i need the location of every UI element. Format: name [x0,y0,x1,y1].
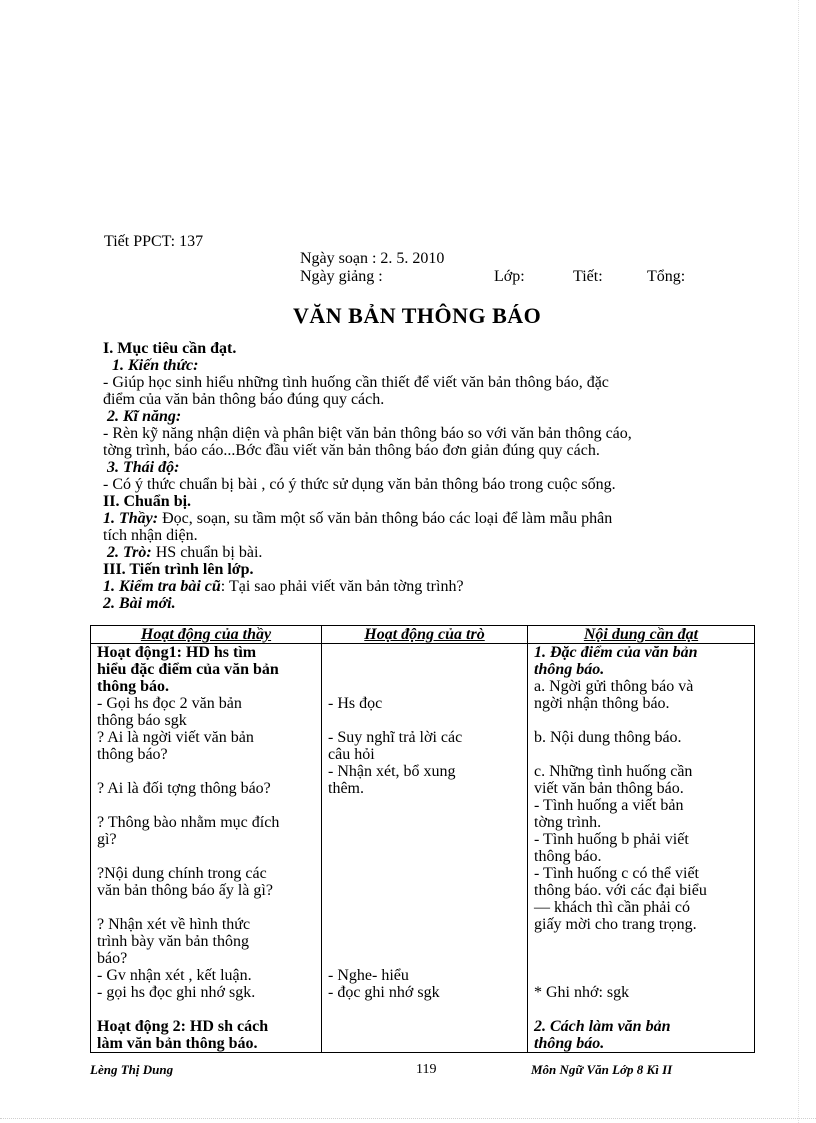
content-line: — khách thì cần phải có [534,899,690,916]
student-line: - Nhận xét, bổ xung [328,763,456,780]
teacher-line: thông báo sgk [97,712,187,729]
skills-text-2: tờng trình, báo cáo...Bớc đầu viết văn bản thông báo đơn giản đúng quy cách. [103,442,600,459]
section-preparation: II. Chuẩn bị. [103,493,192,510]
header-student-activity: Hoạt động của trò [322,626,528,644]
teacher-prep-text-2: tích nhận diện. [103,527,198,544]
activity-1-heading: Hoạt động1: HD hs tìm [97,644,257,661]
teacher-line: - Gv nhận xét , kết luận. [97,967,252,984]
teacher-line: - Gọi hs đọc 2 văn bản [97,695,242,712]
student-line: - đọc ghi nhớ sgk [328,984,440,1001]
content-line: viết văn bản thông báo. [534,780,684,797]
subsection-knowledge: 1. Kiến thức: [112,357,199,374]
content-line: giấy mời cho trang trọng. [534,916,697,933]
teacher-line: trình bày văn bản thông [97,933,249,950]
review-text: : Tại sao phải viết văn bản tờng trình? [220,578,464,595]
teacher-line: văn bản thông báo ấy là gì? [97,882,273,899]
content-line: a. Ngời gửi thông báo và [534,678,694,695]
teacher-line: ?Nội dung chính trong các [97,865,267,882]
teacher-prep-text: Đọc, soạn, su tầm một số văn bản thông báo các loại để làm mẫu phân [158,510,613,527]
activity-1-heading-3: thông báo. [97,678,170,695]
teacher-line: ? Thông bào nhằm mục đích [97,814,280,831]
content-line: c. Những tình huống cần [534,763,693,780]
teacher-prep-line [103,510,612,527]
student-line: thêm. [328,780,364,797]
knowledge-text-1: - Giúp học sinh hiểu những tình huống cần thiết để viết văn bản thông báo, đặc [103,374,609,391]
content-cell [528,644,755,1053]
skills-text-1: - Rèn kỹ năng nhận diện và phân biệt văn bản thông báo so với văn bản thông cáo, [103,425,632,442]
header-teacher-activity: Hoạt động của thầy [91,626,322,644]
student-prep-line [107,544,262,561]
content-line: * Ghi nhớ: sgk [534,984,630,1001]
table-row [91,644,755,1053]
knowledge-text-2: điểm của văn bản thông báo đúng quy cách. [103,391,385,408]
subsection-skills: 2. Kĩ năng: [107,408,182,425]
teacher-line: gì? [97,831,117,848]
prep-date: Ngày soạn : 2. 5. 2010 [300,250,445,267]
activity-2-heading: Hoạt động 2: HD sh cách [97,1018,269,1035]
content-line: - Tình huống c có thể viết [534,865,699,882]
lesson-activity-table [90,625,755,1053]
content-heading-1: 1. Đặc điểm của văn bản [534,644,698,661]
page-bottom-dotted-line [0,1118,816,1119]
activity-2-heading-2: làm văn bản thông báo. [97,1035,258,1052]
footer-subject: Môn Ngữ Văn Lớp 8 Kì II [531,1062,673,1077]
content-heading-2: 2. Cách làm văn bản [534,1018,671,1035]
period-label: Tiết: [573,268,603,285]
content-line: tờng trình. [534,814,602,831]
student-prep-label: 2. Trò: [107,544,152,561]
student-line: - Nghe- hiểu [328,967,409,984]
subsection-attitude: 3. Thái độ: [107,459,180,476]
period-number: Tiết PPCT: 137 [104,233,204,250]
teacher-line: ? Ai là ngời viết văn bản [97,729,254,746]
attitude-text: - Có ý thức chuẩn bị bài , có ý thức sử dụng văn bản thông báo trong cuộc sống. [103,476,616,493]
teacher-line: ? Ai là đối tợng thông báo? [97,780,271,797]
content-line: thông báo. với các đại biểu [534,882,707,899]
teach-date-label: Ngày giảng : [300,268,383,285]
teacher-activity-cell [91,644,322,1053]
section-objectives: I. Mục tiêu cần đạt. [103,340,237,357]
review-line [103,578,464,595]
teacher-line: - gọi hs đọc ghi nhớ sgk. [97,984,256,1001]
student-prep-text: HS chuẩn bị bài. [151,544,263,561]
teacher-line: báo? [97,950,128,967]
content-line: - Tình huống b phải viết [534,831,689,848]
content-line: ngời nhận thông báo. [534,695,670,712]
total-label: Tổng: [647,268,686,285]
review-label: 1. Kiểm tra bài cũ [103,578,221,595]
class-label: Lớp: [494,268,525,285]
student-line: - Suy nghĩ trả lời các [328,729,463,746]
page-right-dotted-line [798,0,799,1123]
content-heading-1b: thông báo. [534,661,605,678]
activity-1-heading-2: hiểu đặc điểm của văn bản [97,661,279,678]
teacher-prep-label: 1. Thầy: [103,510,159,527]
content-line: thông báo. [534,848,602,865]
student-line: câu hỏi [328,746,375,763]
content-line: b. Nội dung thông báo. [534,729,682,746]
new-lesson-label: 2. Bài mới. [103,595,176,612]
teacher-line: thông báo? [97,746,168,763]
student-line: - Hs đọc [328,695,383,712]
header-content: Nội dung cần đạt [528,626,755,644]
document-title: VĂN BẢN THÔNG BÁO [293,303,542,328]
teacher-line: ? Nhận xét về hình thức [97,916,251,933]
page-number: 119 [416,1062,437,1077]
content-line: - Tình huống a viết bản [534,797,684,814]
footer-author: Lèng Thị Dung [90,1062,174,1077]
content-heading-2b: thông báo. [534,1035,605,1052]
table-header-row [91,626,755,644]
student-activity-cell [322,644,528,1053]
section-procedure: III. Tiến trình lên lớp. [103,561,254,578]
